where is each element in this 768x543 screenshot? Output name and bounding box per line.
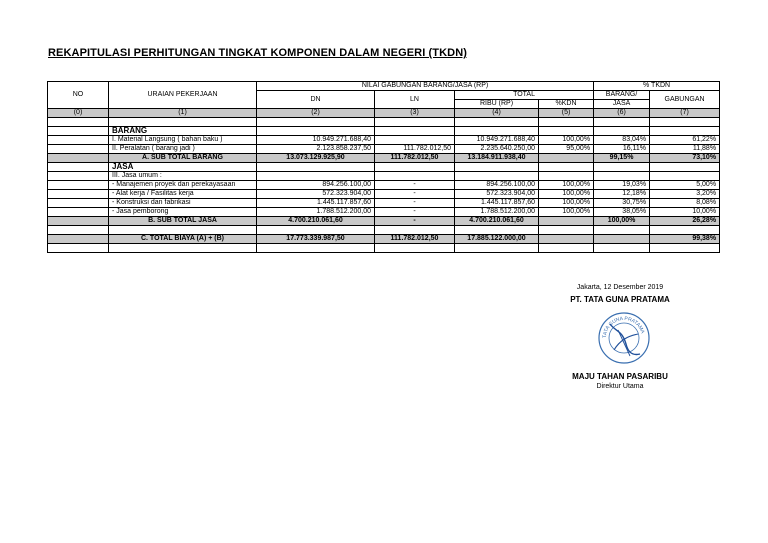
header-ribu: RIBU (RP) bbox=[455, 100, 539, 109]
total-cell: 2.235.640.250,00 bbox=[455, 145, 539, 154]
section-barang bbox=[48, 127, 720, 136]
kdn-cell: 100,00% bbox=[539, 136, 594, 145]
table-row bbox=[48, 181, 720, 190]
spacer-row bbox=[48, 226, 720, 235]
header-pkdn: %KDN bbox=[539, 100, 594, 109]
total-gab: 99,38% bbox=[650, 235, 720, 244]
header-no: NO bbox=[48, 82, 109, 109]
index-cell: (1) bbox=[109, 109, 257, 118]
header-gabungan: GABUNGAN bbox=[650, 91, 720, 109]
subtotal-bj: 99,15% bbox=[594, 154, 650, 163]
gabungan-cell: 5,00% bbox=[650, 181, 720, 190]
gabungan-cell: 61,22% bbox=[650, 136, 720, 145]
total-cell: 1.788.512.200,00 bbox=[455, 208, 539, 217]
total-label: C. TOTAL BIAYA (A) + (B) bbox=[109, 235, 257, 244]
subtotal-label: A. SUB TOTAL BARANG bbox=[109, 154, 257, 163]
ln-cell: 111.782.012,50 bbox=[375, 145, 455, 154]
header-row-1 bbox=[48, 82, 720, 91]
index-cell: (2) bbox=[257, 109, 375, 118]
total-total: 17.885.122.000,00 bbox=[455, 235, 539, 244]
uraian-cell: - Manajemen proyek dan perekayasaan bbox=[109, 181, 257, 190]
dn-cell: 894.256.100,00 bbox=[257, 181, 375, 190]
subtotal-total: 13.184.911.938,40 bbox=[455, 154, 539, 163]
subtotal-gab: 73,10% bbox=[650, 154, 720, 163]
index-cell: (0) bbox=[48, 109, 109, 118]
barang-jasa-cell: 16,11% bbox=[594, 145, 650, 154]
barang-jasa-cell: 12,18% bbox=[594, 190, 650, 199]
index-row bbox=[48, 109, 720, 118]
total-cell: 1.445.117.857,60 bbox=[455, 199, 539, 208]
subtotal-ln: - bbox=[375, 217, 455, 226]
stamp-text: TATA GUNA PRATAMA bbox=[601, 315, 646, 339]
kdn-cell: 100,00% bbox=[539, 181, 594, 190]
subtotal-gab: 26,28% bbox=[650, 217, 720, 226]
gabungan-cell: 11,88% bbox=[650, 145, 720, 154]
ln-cell: - bbox=[375, 208, 455, 217]
uraian-cell: - Alat kerja / Fasilitas kerja bbox=[109, 190, 257, 199]
uraian-cell: - Jasa pemborong bbox=[109, 208, 257, 217]
index-cell: (6) bbox=[594, 109, 650, 118]
subtotal-jasa-row bbox=[48, 217, 720, 226]
table-row bbox=[48, 208, 720, 217]
total-ln: 111.782.012,50 bbox=[375, 235, 455, 244]
document-title: REKAPITULASI PERHITUNGAN TINGKAT KOMPONEN DALAM NEGERI (TKDN) bbox=[48, 47, 467, 59]
group-label: III. Jasa umum : bbox=[109, 172, 257, 181]
table-row bbox=[48, 136, 720, 145]
header-dn: DN bbox=[257, 91, 375, 109]
total-cell: 572.323.904,00 bbox=[455, 190, 539, 199]
ln-cell: - bbox=[375, 181, 455, 190]
kdn-cell: 100,00% bbox=[539, 190, 594, 199]
index-cell: (4) bbox=[455, 109, 539, 118]
signatory-name: MAJU TAHAN PASARIBU bbox=[572, 372, 668, 381]
ln-cell: - bbox=[375, 199, 455, 208]
section-jasa bbox=[48, 163, 720, 172]
header-nilai-gabungan: NILAI GABUNGAN BARANG/JASA (RP) bbox=[257, 82, 594, 91]
barang-jasa-cell: 30,75% bbox=[594, 199, 650, 208]
table-row bbox=[48, 199, 720, 208]
uraian-cell: I. Material Langsung ( bahan baku ) bbox=[109, 136, 257, 145]
subtotal-ln: 111.782.012,50 bbox=[375, 154, 455, 163]
dn-cell: 1.788.512.200,00 bbox=[257, 208, 375, 217]
header-barang-jasa-1: BARANG/ bbox=[594, 91, 650, 100]
ln-cell: - bbox=[375, 190, 455, 199]
signature-company: PT. TATA GUNA PRATAMA bbox=[570, 295, 670, 304]
tkdn-table bbox=[47, 81, 720, 253]
uraian-cell: - Konstruksi dan fabrikasi bbox=[109, 199, 257, 208]
kdn-cell: 100,00% bbox=[539, 208, 594, 217]
index-cell: (3) bbox=[375, 109, 455, 118]
header-pct-tkdn: % TKDN bbox=[594, 82, 720, 91]
ln-cell bbox=[375, 136, 455, 145]
barang-jasa-cell: 38,05% bbox=[594, 208, 650, 217]
spacer-row bbox=[48, 118, 720, 127]
header-ln: LN bbox=[375, 91, 455, 109]
header-barang-jasa-2: JASA bbox=[594, 100, 650, 109]
company-stamp-icon bbox=[596, 310, 652, 366]
signatory-block bbox=[520, 372, 720, 390]
index-cell: (5) bbox=[539, 109, 594, 118]
subtotal-dn: 4.700.210.061,60 bbox=[257, 217, 375, 226]
header-uraian: URAIAN PEKERJAAN bbox=[109, 82, 257, 109]
total-cell: 10.949.271.688,40 bbox=[455, 136, 539, 145]
signature-date: Jakarta, 12 Desember 2019 bbox=[576, 284, 664, 291]
kdn-cell: 95,00% bbox=[539, 145, 594, 154]
table-row bbox=[48, 145, 720, 154]
total-cell: 894.256.100,00 bbox=[455, 181, 539, 190]
signature-block bbox=[520, 284, 720, 304]
subtotal-barang-row bbox=[48, 154, 720, 163]
gabungan-cell: 3,20% bbox=[650, 190, 720, 199]
section-label: BARANG bbox=[109, 127, 257, 136]
spacer-row bbox=[48, 244, 720, 253]
group-row bbox=[48, 172, 720, 181]
table-row bbox=[48, 190, 720, 199]
dn-cell: 10.949.271.688,40 bbox=[257, 136, 375, 145]
section-label: JASA bbox=[109, 163, 257, 172]
index-cell: (7) bbox=[650, 109, 720, 118]
dn-cell: 572.323.904,00 bbox=[257, 190, 375, 199]
barang-jasa-cell: 83,04% bbox=[594, 136, 650, 145]
gabungan-cell: 10,00% bbox=[650, 208, 720, 217]
gabungan-cell: 8,08% bbox=[650, 199, 720, 208]
total-dn: 17.773.339.987,50 bbox=[257, 235, 375, 244]
total-row bbox=[48, 235, 720, 244]
subtotal-bj: 100,00% bbox=[594, 217, 650, 226]
dn-cell: 2.123.858.237,50 bbox=[257, 145, 375, 154]
barang-jasa-cell: 19,03% bbox=[594, 181, 650, 190]
uraian-cell: II. Peralatan ( barang jadi ) bbox=[109, 145, 257, 154]
header-total: TOTAL bbox=[455, 91, 594, 100]
signatory-position: Direktur Utama bbox=[596, 383, 644, 390]
subtotal-dn: 13.073.129.925,90 bbox=[257, 154, 375, 163]
subtotal-label: B. SUB TOTAL JASA bbox=[109, 217, 257, 226]
subtotal-total: 4.700.210.061,60 bbox=[455, 217, 539, 226]
dn-cell: 1.445.117.857,60 bbox=[257, 199, 375, 208]
kdn-cell: 100,00% bbox=[539, 199, 594, 208]
